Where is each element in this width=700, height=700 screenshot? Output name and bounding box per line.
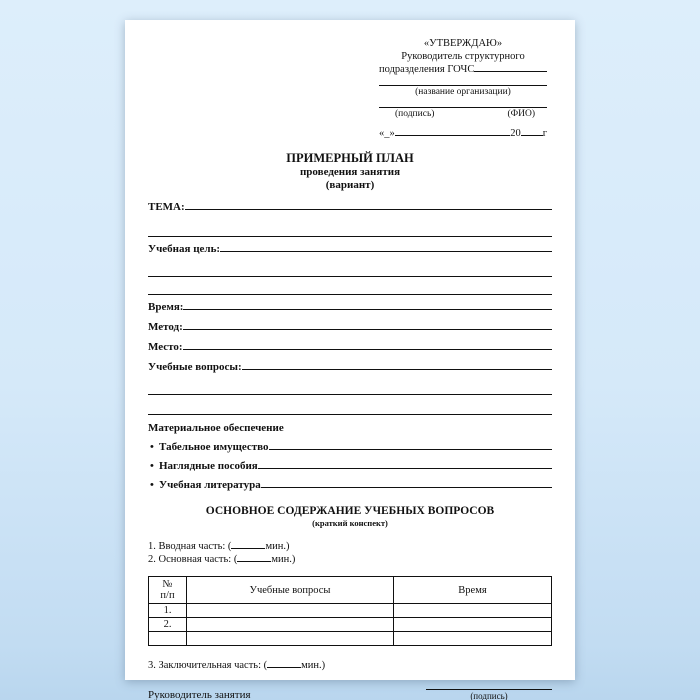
place-field	[148, 339, 552, 355]
row-number-cell: 2.	[149, 618, 187, 632]
main-part-suffix: мин.)	[271, 554, 296, 565]
content-subheading: (краткий конспект)	[312, 518, 388, 528]
intro-minutes-blank-line	[231, 548, 265, 549]
final-part-line	[148, 659, 552, 672]
column-header-time: Время	[394, 577, 552, 604]
intro-part-label: 1. Вводная часть: (	[148, 541, 232, 552]
main-part-label: 2. Основная часть: (	[148, 554, 238, 565]
questions-extra-blank-line-1	[148, 375, 552, 395]
material-item-literature	[148, 478, 552, 493]
date-open-quotes: «_»	[379, 128, 395, 139]
goal-blank-line	[220, 251, 552, 252]
row-question-cell	[187, 604, 394, 618]
approval-role-line2-row	[379, 63, 547, 76]
date-year-prefix: 20	[510, 128, 521, 139]
approval-block	[379, 37, 547, 140]
bullet-icon: •	[150, 460, 154, 472]
goal-extra-blank-line-1	[148, 257, 552, 277]
approval-date-line	[379, 127, 547, 140]
lesson-questions-table	[148, 576, 552, 646]
final-minutes-blank-line	[267, 667, 301, 668]
material-item-equipment	[148, 440, 552, 455]
questions-field	[148, 359, 552, 375]
row-number-cell: 1.	[149, 604, 187, 618]
date-year-suffix: г	[542, 128, 547, 139]
intro-part-line	[148, 540, 552, 553]
leader-signature-blank-line	[426, 680, 552, 690]
time-blank-line	[183, 309, 552, 310]
leader-signature-block	[426, 680, 552, 700]
bullet-icon: •	[150, 479, 154, 491]
goal-field	[148, 241, 552, 257]
material-item-aids	[148, 459, 552, 474]
column-header-number	[149, 577, 187, 604]
final-part-label: 3. Заключительная часть: (	[148, 660, 268, 671]
place-blank-line	[183, 349, 552, 350]
tema-extra-blank-line	[148, 215, 552, 237]
title-sub: проведения занятия	[299, 166, 401, 178]
row-number-cell	[149, 632, 187, 646]
material-item-aids-blank-line	[258, 468, 552, 469]
leader-label: Руководитель занятия	[148, 689, 251, 700]
title-variant: (вариант)	[325, 179, 375, 191]
questions-extra-blank-line-2	[148, 395, 552, 415]
document-page	[125, 20, 575, 700]
row-time-cell	[394, 604, 552, 618]
signature-caption: (подпись)	[395, 109, 435, 119]
column-header-number-line2: п/п	[160, 590, 175, 601]
content-heading: ОСНОВНОЕ СОДЕРЖАНИЕ УЧЕБНЫХ ВОПРОСОВ	[205, 505, 495, 517]
method-blank-line	[183, 329, 552, 330]
column-header-number-line1: №	[162, 579, 173, 590]
table-row	[149, 604, 552, 618]
questions-label: Учебные вопросы:	[148, 361, 242, 373]
footer-signature-row	[148, 680, 552, 700]
material-item-literature-blank-line	[261, 487, 552, 488]
organization-caption: (название организации)	[415, 87, 511, 97]
date-blank-line	[395, 135, 510, 136]
row-time-cell	[394, 618, 552, 632]
main-minutes-blank-line	[237, 561, 271, 562]
bullet-icon: •	[150, 441, 154, 453]
goal-label: Учебная цель:	[148, 243, 221, 255]
date-year-blank-line	[521, 135, 543, 136]
material-heading: Материальное обеспечение	[148, 422, 284, 434]
main-part-line	[148, 553, 552, 566]
row-time-cell	[394, 632, 552, 646]
table-row	[149, 618, 552, 632]
leader-signature-caption: (подпись)	[470, 691, 508, 700]
document-title	[148, 151, 552, 192]
material-item-equipment-blank-line	[269, 449, 552, 450]
table-header-row	[149, 577, 552, 604]
column-header-questions: Учебные вопросы	[187, 577, 394, 604]
tema-blank-line	[185, 209, 552, 210]
title-main: ПРИМЕРНЫЙ ПЛАН	[286, 151, 414, 165]
approval-stamp: «УТВЕРЖДАЮ»	[423, 38, 503, 49]
goal-extra-blank-line-2	[148, 277, 552, 295]
place-label: Место:	[148, 341, 183, 353]
final-part-suffix: мин.)	[301, 660, 326, 671]
method-field	[148, 319, 552, 335]
signature-caption-row	[379, 108, 547, 120]
row-question-cell	[187, 632, 394, 646]
fio-caption: (ФИО)	[507, 109, 535, 119]
approval-role-line2: подразделения ГОЧС	[379, 64, 475, 75]
questions-blank-line	[242, 369, 552, 370]
row-question-cell	[187, 618, 394, 632]
approval-role-line1: Руководитель структурного	[401, 51, 525, 62]
time-field	[148, 299, 552, 315]
time-label: Время:	[148, 301, 184, 313]
gochs-blank-line	[474, 71, 547, 72]
method-label: Метод:	[148, 321, 183, 333]
table-row	[149, 632, 552, 646]
material-item-aids-label: Наглядные пособия	[159, 460, 258, 472]
intro-part-suffix: мин.)	[265, 541, 290, 552]
tema-field	[148, 199, 552, 215]
tema-label: ТЕМА:	[148, 201, 185, 213]
material-item-literature-label: Учебная литература	[159, 479, 261, 491]
material-item-equipment-label: Табельное имущество	[159, 441, 269, 453]
